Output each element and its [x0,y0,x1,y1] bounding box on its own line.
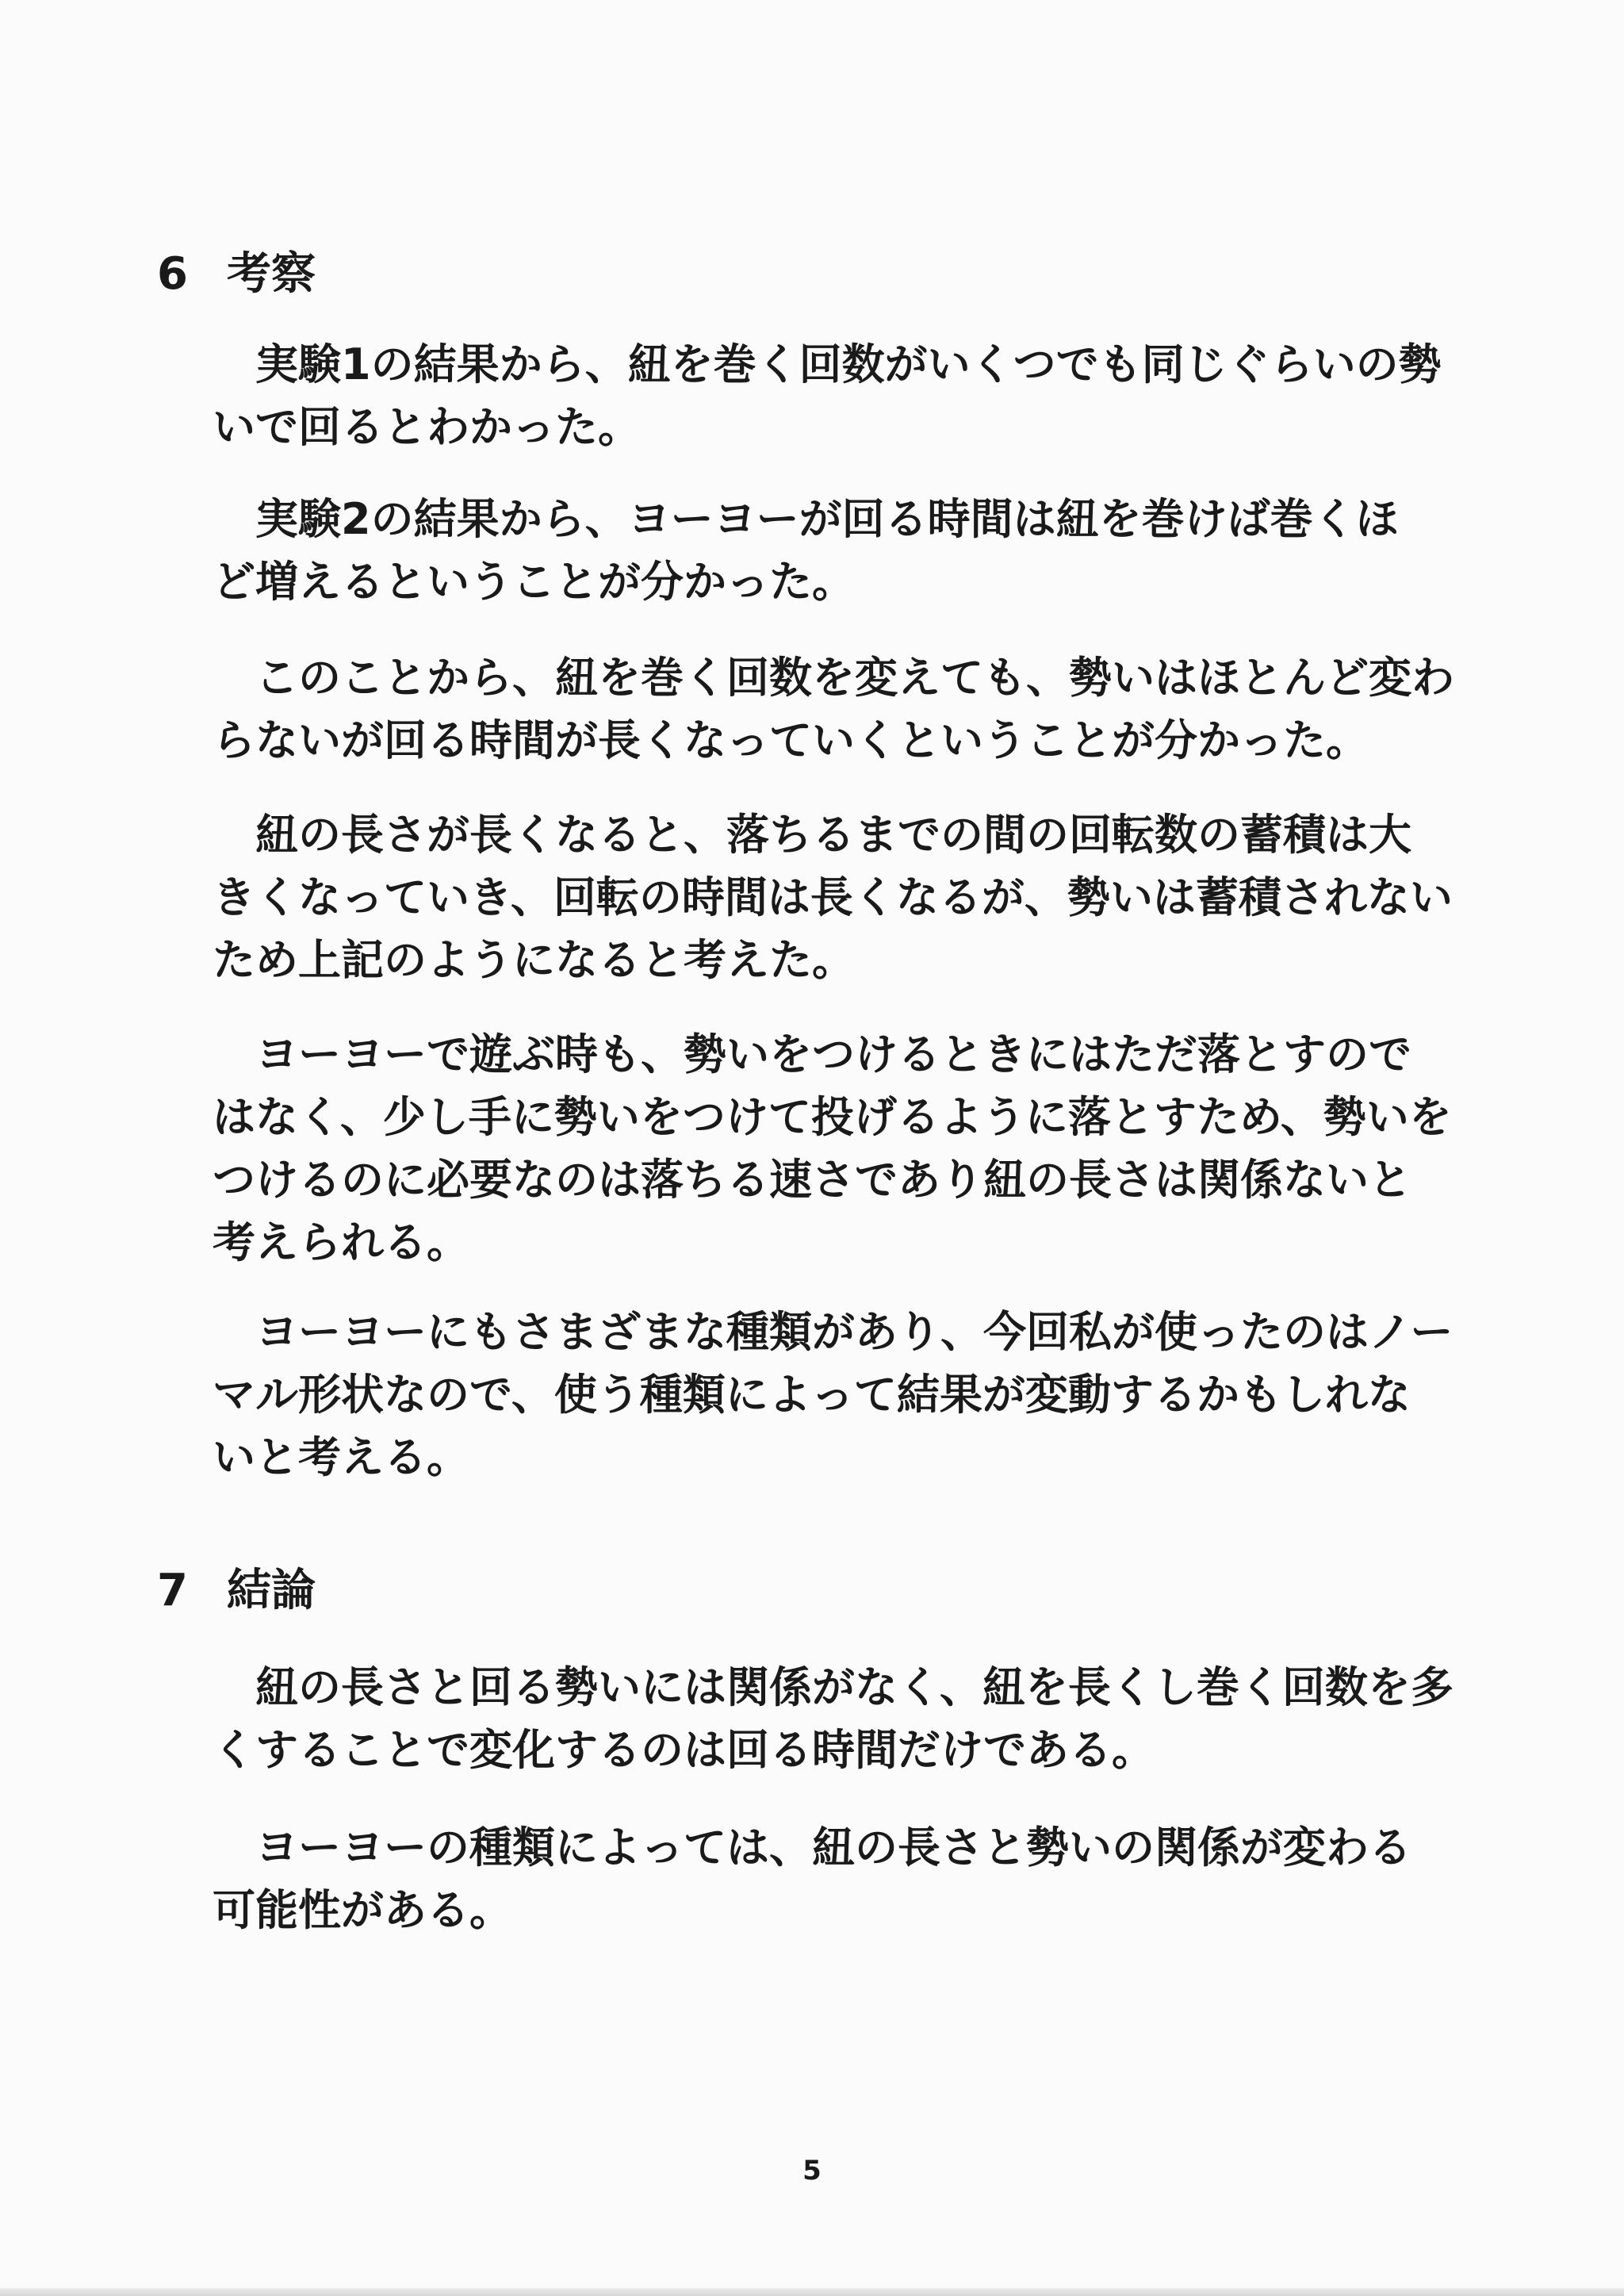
paragraph [213,1023,1452,1274]
paragraph-line: ヨーヨーの種類によっては、紐の長さと勢いの関係が変わる [213,1823,1411,1872]
scan-edge [0,2288,1624,2296]
section-number: 7 [157,1565,188,1616]
paragraph-line: 可能性がある。 [213,1885,512,1935]
paragraph-line: 実験1の結果から、紐を巻く回数がいくつでも同じぐらいの勢 [213,339,1442,389]
paragraph [213,333,1442,458]
paragraph-line: ため上記のようになると考えた。 [213,935,855,985]
paragraph [213,1301,1453,1489]
paragraph-line: はなく、少し手に勢いをつけて投げるように落とすため、勢いを [213,1092,1452,1142]
section-number: 6 [157,248,188,300]
section-heading-6 [157,248,316,300]
paragraph-line: ヨーヨーで遊ぶ時も、勢いをつけるときにはただ落とすので [213,1029,1411,1079]
paragraph [213,1816,1411,1941]
paragraph [213,488,1399,613]
paragraph-line: 考えられる。 [213,1217,469,1267]
paragraph-line: らないが回る時間が長くなっていくということが分かった。 [213,715,1369,765]
paragraph-line: いと考える。 [213,1432,469,1482]
paragraph-line: 紐の長さと回る勢いには関係がなく、紐を長くし巻く回数を多 [213,1662,1454,1712]
paragraph-line: このことから、紐を巻く回数を変えても、勢いはほとんど変わ [213,653,1454,703]
paragraph [213,1656,1454,1781]
paragraph-line: ど増えるということが分かった。 [213,557,855,607]
section-title: 考察 [227,248,316,300]
section-heading-7 [157,1565,316,1616]
paragraph-line: つけるのに必要なのは落ちる速さであり紐の長さは関係ないと [213,1155,1411,1205]
page-number: 5 [802,2155,822,2187]
paragraph-line: ヨーヨーにもさまざまな種類があり、今回私が使ったのはノー [213,1307,1454,1357]
paragraph-line: くすることで変化するのは回る時間だけである。 [213,1725,1155,1775]
paragraph [213,803,1453,991]
paragraph-line: きくなっていき、回転の時間は長くなるが、勢いは蓄積されない [213,872,1453,922]
section-title: 結論 [227,1565,316,1616]
paragraph-line: マル形状なので、使う種類によって結果が変動するかもしれな [213,1370,1411,1420]
paragraph-line: 実験2の結果から、ヨーヨーが回る時間は紐を巻けば巻くほ [213,494,1399,544]
paragraph-line: いで回るとわかった。 [213,402,641,452]
paragraph [213,646,1454,772]
paragraph-line: 紐の長さが長くなると、落ちるまでの間の回転数の蓄積は大 [213,810,1411,860]
